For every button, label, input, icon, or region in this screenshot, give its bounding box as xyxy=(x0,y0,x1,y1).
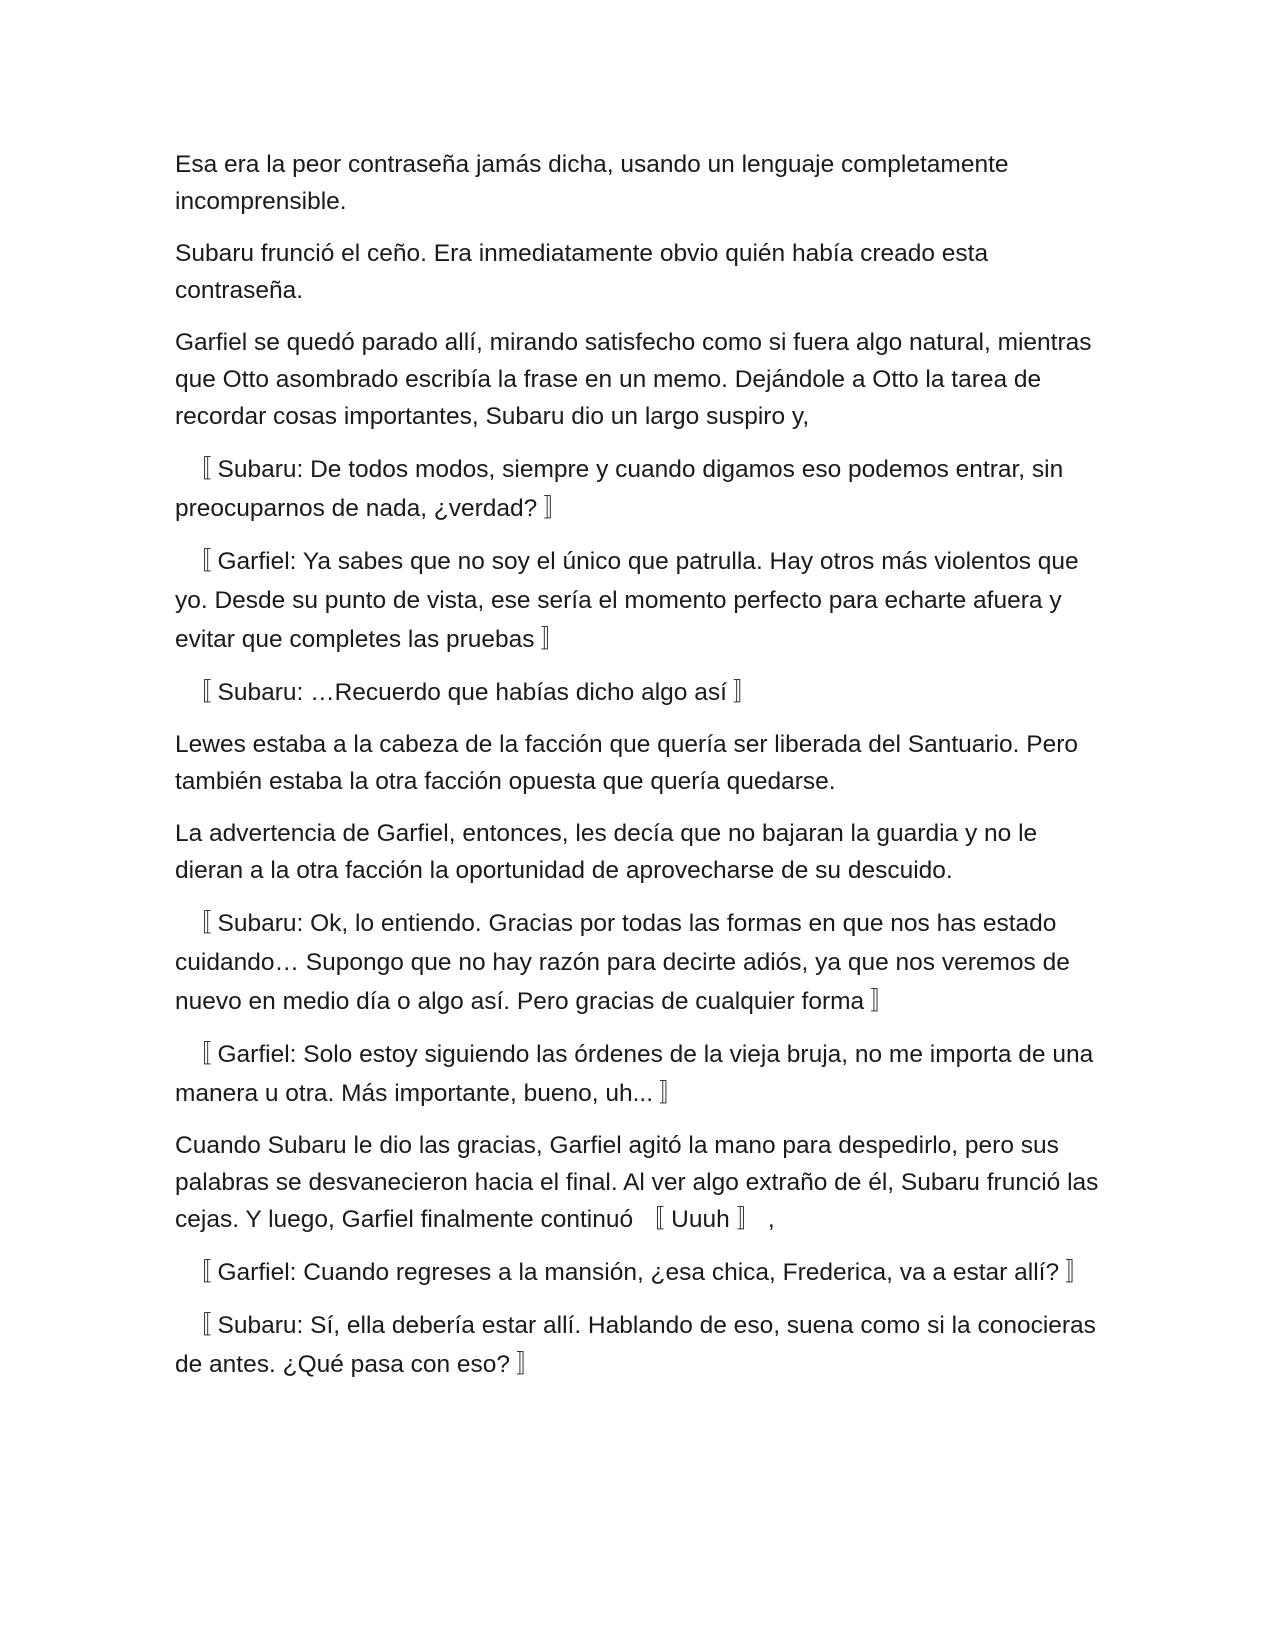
paragraph-text: La advertencia de Garfiel, entonces, les decía que no bajaran la guardia y no le dieran a la otra facción la oportunidad de aprovecharse de su descuido. xyxy=(175,820,1038,884)
paragraph-text: Lewes estaba a la cabeza de la facción que quería ser liberada del Santuario. Pero también estaba la otra facción opuesta que quería quedarse. xyxy=(175,731,1079,795)
close-bracket: 〛 xyxy=(870,988,895,1015)
document-body xyxy=(175,146,1105,1398)
close-bracket: 〛 xyxy=(543,495,568,522)
paragraph-2 xyxy=(175,235,1105,309)
dialogue-text: Subaru: Ok, lo entiendo. Gracias por todas las formas en que nos has estado cuidando… Supongo que no hay razón para decirte adiós, ya que nos veremos de nuevo en medio día o algo así. Pero gracias de cualquier forma xyxy=(175,910,1070,1015)
open-bracket: 〚 xyxy=(187,1259,212,1286)
paragraph-7 xyxy=(175,726,1105,800)
dialogue-text: Garfiel: Ya sabes que no soy el único que patrulla. Hay otros más violentos que yo. Desde su punto de vista, ese sería el momento perfecto para echarte afuera y evitar que completes las pruebas xyxy=(175,548,1079,653)
dialogue-garfiel-3 xyxy=(175,1253,1105,1292)
close-bracket: 〛 xyxy=(732,679,758,706)
dialogue-text: Subaru: Sí, ella debería estar allí. Hablando de eso, suena como si la conocieras de antes. ¿Qué pasa con eso? xyxy=(175,1312,1096,1378)
paragraph-text: Garfiel se quedó parado allí, mirando satisfecho como si fuera algo natural, mientras que Otto asombrado escribía la frase en un memo. Dejándole a Otto la tarea de recordar cosas importantes, Subaru dio un largo suspiro y, xyxy=(175,329,1092,430)
paragraph-text: Subaru frunció el ceño. Era inmediatamente obvio quién había creado esta contraseña. xyxy=(175,240,989,304)
dialogue-garfiel-2 xyxy=(175,1035,1105,1113)
dialogue-subaru-2 xyxy=(175,673,1105,712)
dialogue-text: Garfiel: Cuando regreses a la mansión, ¿esa chica, Frederica, va a estar allí? xyxy=(217,1259,1060,1286)
open-bracket: 〚 xyxy=(187,910,212,937)
dialogue-garfiel-1 xyxy=(175,542,1105,659)
open-bracket: 〚 xyxy=(187,1041,212,1068)
close-bracket: 〛 xyxy=(540,626,566,653)
close-bracket: 〛 xyxy=(659,1080,684,1107)
open-bracket: 〚 xyxy=(187,679,212,706)
close-bracket: 〛 xyxy=(516,1351,541,1378)
dialogue-text: Garfiel: Solo estoy siguiendo las órdenes de la vieja bruja, no me importa de una manera u otra. Más importante, bueno, uh... xyxy=(175,1041,1094,1107)
open-bracket: 〚 xyxy=(187,548,212,575)
paragraph-11 xyxy=(175,1127,1105,1238)
paragraph-1 xyxy=(175,146,1105,220)
open-bracket: 〚 xyxy=(187,456,212,483)
dialogue-text: Subaru: …Recuerdo que habías dicho algo así xyxy=(217,679,727,706)
open-bracket: 〚 xyxy=(187,1312,212,1339)
paragraph-3 xyxy=(175,324,1105,435)
dialogue-subaru-3 xyxy=(175,904,1105,1021)
dialogue-text: Subaru: De todos modos, siempre y cuando digamos eso podemos entrar, sin preocuparnos de nada, ¿verdad? xyxy=(175,456,1064,522)
paragraph-8 xyxy=(175,815,1105,889)
paragraph-text: Esa era la peor contraseña jamás dicha, usando un lenguaje completamente incomprensible. xyxy=(175,151,1009,215)
dialogue-subaru-1 xyxy=(175,450,1105,528)
paragraph-text: Cuando Subaru le dio las gracias, Garfiel agitó la mano para despedirlo, pero sus palabras se desvanecieron hacia el final. Al ver algo extraño de él, Subaru frunció las cejas. Y luego, Garfiel finalmente continuó 〚 Uuuh 〛 , xyxy=(175,1132,1099,1233)
close-bracket: 〛 xyxy=(1065,1259,1090,1286)
dialogue-subaru-4 xyxy=(175,1306,1105,1384)
